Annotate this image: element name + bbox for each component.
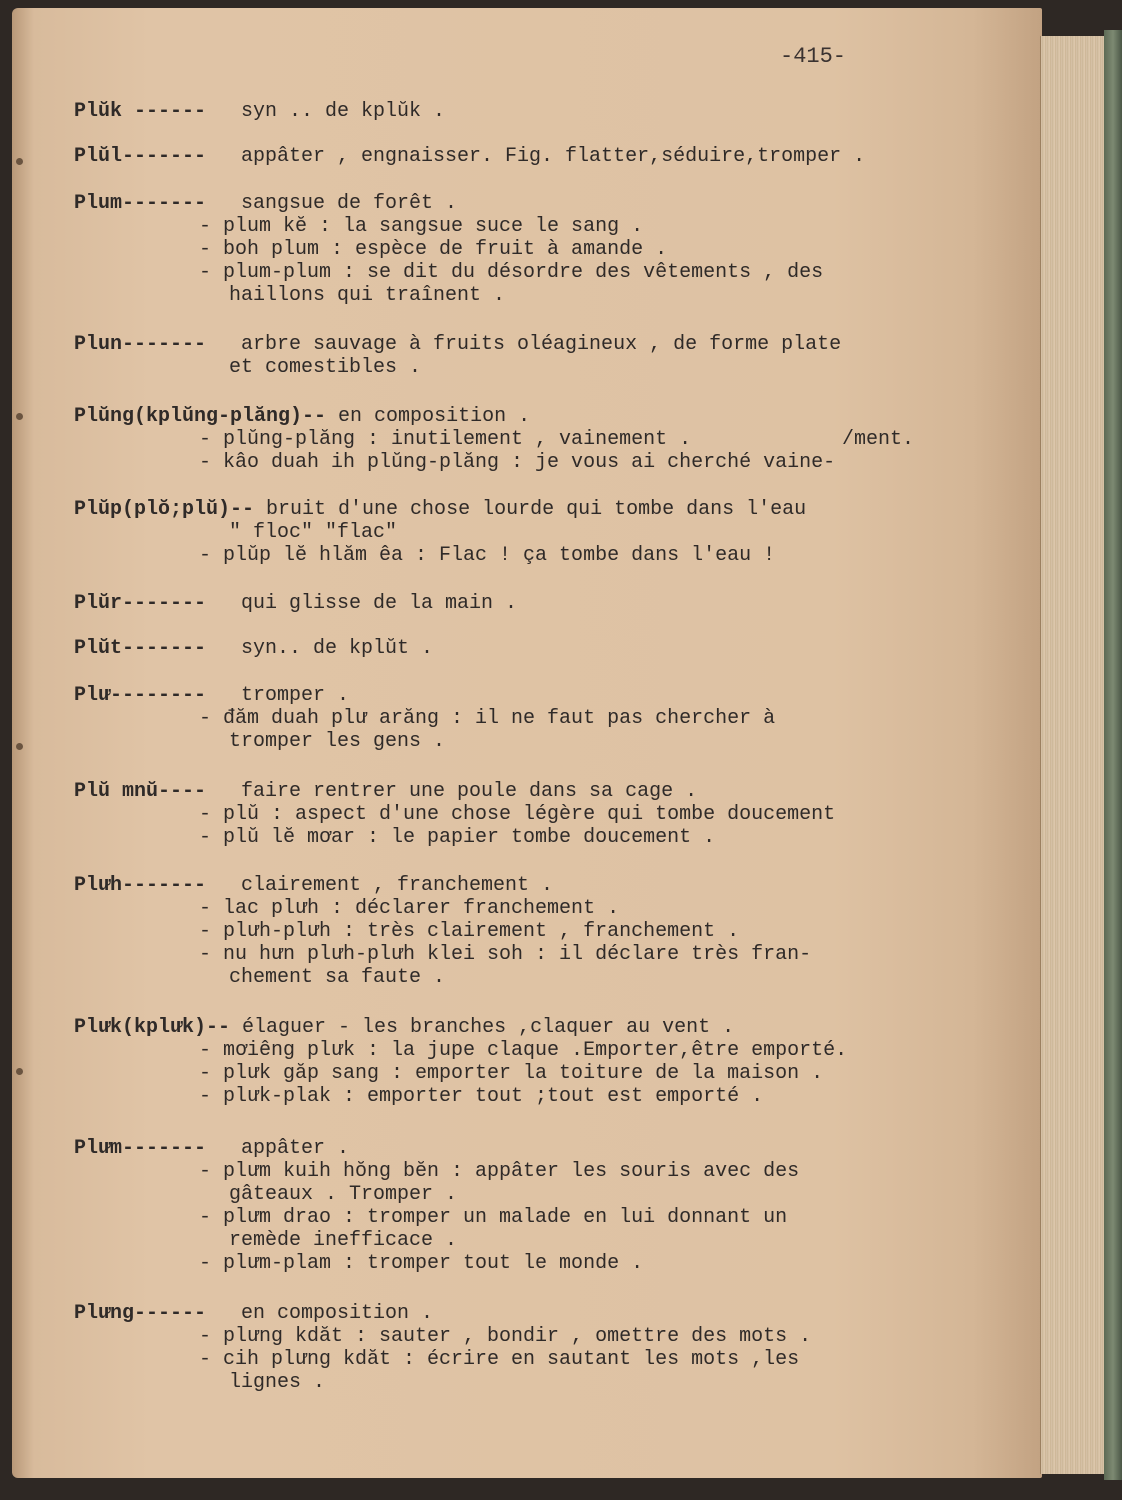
binding-hole — [16, 158, 23, 165]
entry-definition: en composition . — [229, 1302, 434, 1325]
entry-example: - boh plum : espèce de fruit à amande . — [199, 238, 668, 261]
entry-continuation: haillons qui traînent . — [229, 284, 506, 307]
dictionary-entry — [74, 780, 974, 849]
dictionary-entry — [74, 333, 974, 379]
entry-headword: Plŭl------- — [74, 145, 207, 168]
dictionary-entry — [74, 1302, 974, 1394]
entry-example: - plum-plum : se dit du désordre des vêtements , des — [199, 261, 824, 284]
page-number: -415- — [780, 44, 847, 69]
entry-example: - đăm duah plư arăng : il ne faut pas chercher à — [199, 707, 776, 730]
entry-definition: appâter , engnaisser. Fig. flatter,séduire,tromper . — [229, 145, 866, 168]
entry-continuation: " floc" "flac" — [229, 521, 398, 544]
entry-definition: syn .. de kplŭk . — [229, 100, 446, 123]
entry-headword: Plư-------- — [74, 684, 207, 707]
dictionary-entry — [74, 874, 974, 989]
entry-headword: Plun------- — [74, 333, 207, 356]
dictionary-entry — [74, 1137, 974, 1275]
entry-definition: qui glisse de la main . — [229, 592, 518, 615]
entry-example: - plŭp lĕ hlăm êa : Flac ! ça tombe dans l'eau ! — [199, 544, 776, 567]
entry-headword: Plum------- — [74, 192, 207, 215]
entry-example: - plŭng-plăng : inutilement , vainement . — [199, 428, 692, 451]
binding-hole — [16, 743, 23, 750]
entry-example: - plŭ lĕ mơar : le papier tombe doucement . — [199, 826, 716, 849]
dictionary-entry — [74, 192, 974, 307]
entry-continuation: tromper les gens . — [229, 730, 446, 753]
page-edges — [1040, 36, 1107, 1474]
entry-example: - plưk-plak : emporter tout ;tout est emporté . — [199, 1085, 764, 1108]
entry-headword: Plŭ mnŭ---- — [74, 780, 207, 803]
entry-definition: élaguer - les branches ,claquer au vent . — [230, 1016, 735, 1039]
dictionary-entry — [74, 498, 974, 567]
entry-definition: faire rentrer une poule dans sa cage . — [229, 780, 698, 803]
entry-example: - plưng kdăt : sauter , bondir , omettre des mots . — [199, 1325, 812, 1348]
entry-example: - plưk găp sang : emporter la toiture de la maison . — [199, 1062, 824, 1085]
dictionary-entry — [74, 592, 974, 615]
dictionary-entry — [74, 145, 974, 168]
entry-example: - plưh-plưh : très clairement , franchement . — [199, 920, 740, 943]
entry-definition: syn.. de kplŭt . — [229, 637, 434, 660]
binding-hole — [16, 1068, 23, 1075]
entry-headword: Plưng------ — [74, 1302, 207, 1325]
entry-example: - nu hưn plưh-plưh klei soh : il déclare très fran- — [199, 943, 812, 966]
entry-example: - plum kĕ : la sangsue suce le sang . — [199, 215, 644, 238]
entry-example: - kâo duah ih plŭng-plăng : je vous ai cherché vaine- — [199, 451, 836, 474]
entry-headword: Plŭt------- — [74, 637, 207, 660]
entry-example: - plŭ : aspect d'une chose légère qui tombe doucement — [199, 803, 836, 826]
entry-continuation: remède inefficace . — [229, 1229, 458, 1252]
dictionary-entry — [74, 637, 974, 660]
entry-headword: Plŭr------- — [74, 592, 207, 615]
binding-hole — [16, 413, 23, 420]
entry-example: - plưm drao : tromper un malade en lui donnant un — [199, 1206, 788, 1229]
entry-headword: Plưh------- — [74, 874, 207, 897]
entry-headword: Plŭp(plŏ;plŭ)-- — [74, 498, 255, 521]
entry-definition: sangsue de forêt . — [229, 192, 458, 215]
dictionary-entry — [74, 405, 974, 474]
entry-continuation: lignes . — [229, 1371, 326, 1394]
entry-example: - lac plưh : déclarer franchement . — [199, 897, 620, 920]
entry-headword: Plŭk ------ — [74, 100, 207, 123]
entry-headword: Plưm------- — [74, 1137, 207, 1160]
entry-definition: clairement , franchement . — [229, 874, 554, 897]
entry-overflow-note: /ment. — [842, 428, 915, 451]
entry-example: - mơiêng plưk : la jupe claque .Emporter,être emporté. — [199, 1039, 848, 1062]
entry-definition: arbre sauvage à fruits oléagineux , de forme plate — [229, 333, 842, 356]
dictionary-entry — [74, 684, 974, 753]
entry-continuation: et comestibles . — [229, 356, 422, 379]
entry-continuation: gâteaux . Tromper . — [229, 1183, 458, 1206]
entry-definition: tromper . — [229, 684, 350, 707]
dictionary-entry — [74, 100, 974, 123]
dictionary-entry — [74, 1016, 974, 1108]
entry-example: - cih plưng kdăt : écrire en sautant les mots ,les — [199, 1348, 800, 1371]
entry-definition: bruit d'une chose lourde qui tombe dans l'eau — [254, 498, 807, 521]
entry-example: - plưm-plam : tromper tout le monde . — [199, 1252, 644, 1275]
entry-example: - plưm kuih hŏng bĕn : appâter les souris avec des — [199, 1160, 800, 1183]
entry-continuation: chement sa faute . — [229, 966, 446, 989]
entry-definition: en composition . — [326, 405, 531, 428]
entry-headword: Plŭng(kplŭng-plăng)-- — [74, 405, 327, 428]
entry-definition: appâter . — [229, 1137, 350, 1160]
book-cover-edge — [1104, 30, 1122, 1480]
entry-headword: Plưk(kplưk)-- — [74, 1016, 231, 1039]
